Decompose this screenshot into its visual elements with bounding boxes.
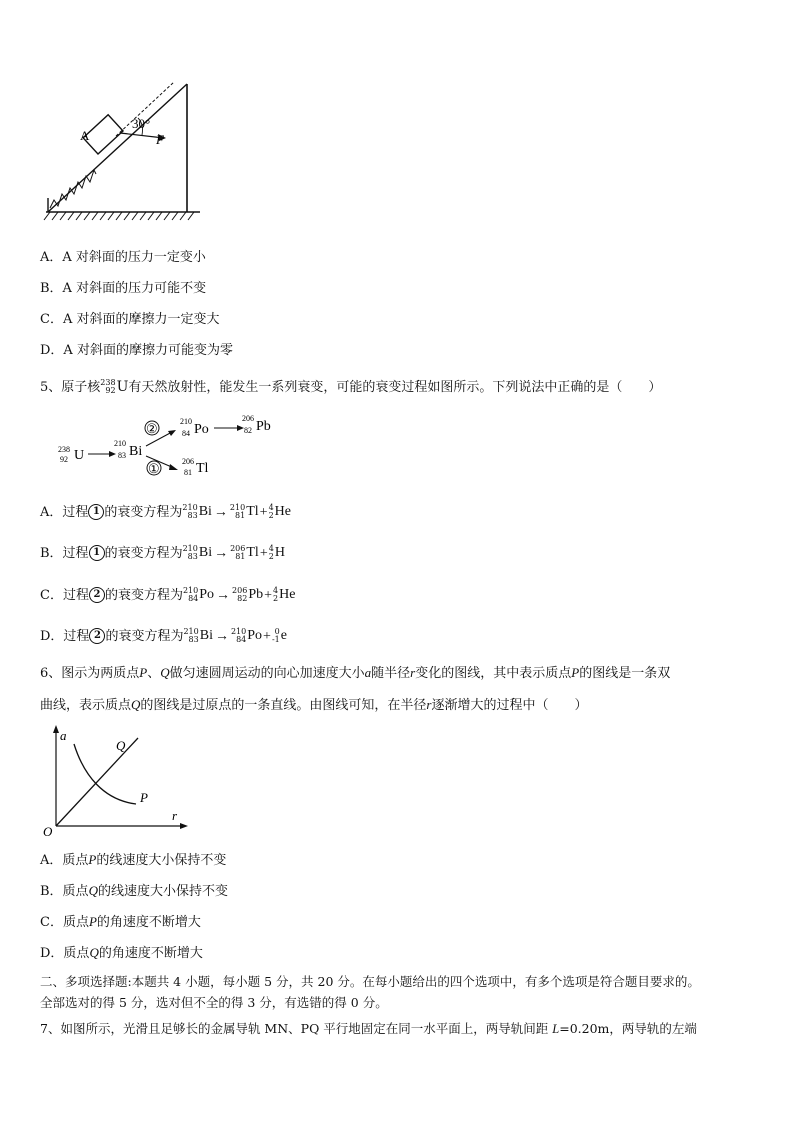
q7-stem: 7、如图所示，光滑且足够长的金属导轨 MN、PQ 平行地固定在同一水平面上，两导轨间距 L=0.20m，两导轨的左端 xyxy=(40,1021,697,1036)
nuclide: 210 83 Bi xyxy=(182,503,212,520)
var-q: Q xyxy=(131,697,141,712)
q-line-label: Q xyxy=(116,738,126,753)
q6-text: 曲线，表示质点 xyxy=(40,698,132,713)
x-axis-label: r xyxy=(172,808,178,823)
section-2-line1: 二、多项选择题:本题共 4 小题，每小题 5 分，共 20 分。在每小题给出的四个选项中，有多个选项是符合题目要求的。 xyxy=(40,974,700,989)
q6-text: 随半径 xyxy=(371,666,411,681)
diag-pb-mass: 206 xyxy=(242,414,254,423)
q6-text: 的图线是一条双 xyxy=(579,666,671,681)
nuclide: 210 81 Tl xyxy=(229,503,259,520)
diag-tl-mass: 206 xyxy=(182,457,194,466)
q6-text: 的图线是过原点的一条直线。由图线可知，在半径 xyxy=(140,698,427,713)
nuclide: 4 2 H xyxy=(268,544,285,561)
q6-text: 6、图示为两质点 xyxy=(40,666,140,681)
q6-stem-line2 xyxy=(40,696,588,715)
u-atomic: 92 xyxy=(105,386,116,395)
q6-option-d[interactable]: D．质点Q的角速度不断增大 xyxy=(40,945,203,961)
u-mass: 238 xyxy=(100,378,116,387)
var-r: r xyxy=(426,697,432,712)
q6-text: 、 xyxy=(147,666,161,681)
a-r-graph xyxy=(40,724,190,840)
diag-tl-symbol: Tl xyxy=(196,461,209,476)
q4-option-c[interactable]: C．A 对斜面的摩擦力一定变大 xyxy=(40,312,220,327)
q5-stem-prefix: 5、原子核 xyxy=(40,379,101,395)
force-label: F xyxy=(156,132,164,147)
var-q: Q xyxy=(160,665,170,680)
diag-u-atomic: 92 xyxy=(60,455,68,464)
var-l: L xyxy=(552,1022,560,1036)
q6-text: 变化的图线，其中表示质点 xyxy=(415,666,572,681)
nuclide: 210 83 Bi xyxy=(182,544,213,561)
path-1-label: ① xyxy=(148,461,160,476)
q6-option-a[interactable]: A．质点P的线速度大小保持不变 xyxy=(40,852,227,868)
nuclide: 206 81 Tl xyxy=(230,544,259,561)
diag-u-symbol: U xyxy=(74,448,85,463)
q5-option-d[interactable]: D．过程 2 的衰变方程为 210 83 Bi → 210 84 Po+ 0 -1 e xyxy=(40,627,287,644)
diag-u-mass: 238 xyxy=(58,445,70,454)
origin-label: O xyxy=(43,824,53,839)
q5-option-b[interactable]: B．过程 1 的衰变方程为 210 83 Bi → 206 81 Tl+ 4 2 H xyxy=(40,544,285,561)
q5-stem-suffix: 有天然放射性，能发生一系列衰变，可能的衰变过程如图所示。下列说法中正确的是（ ） xyxy=(128,379,662,395)
path-2-label: ② xyxy=(146,421,158,436)
q6-text: 做匀速圆周运动的向心加速度大小 xyxy=(169,666,365,681)
q5-option-c[interactable]: C．过程 2 的衰变方程为 210 84 Po → 206 82 Pb+ 4 2 He xyxy=(40,586,296,603)
var-r: r xyxy=(410,665,416,680)
diag-pb-symbol: Pb xyxy=(256,419,271,434)
q-line xyxy=(56,738,138,826)
nuclide: 0 -1 e xyxy=(271,627,287,644)
incline-figure xyxy=(40,78,210,228)
section-2-line2: 全部选对的得 5 分，选对但不全的得 3 分，有选错的得 0 分。 xyxy=(40,995,388,1010)
process-2-badge: 2 xyxy=(89,628,105,644)
diag-tl-atomic: 81 xyxy=(184,468,192,477)
var-p: P xyxy=(88,914,97,929)
q4-option-a[interactable]: A．A 对斜面的压力一定变小 xyxy=(40,250,206,265)
diag-pb-atomic: 82 xyxy=(244,426,252,435)
q6-option-b[interactable]: B．质点Q的线速度大小保持不变 xyxy=(40,883,228,899)
angle-label: 30° xyxy=(132,116,151,131)
block-label: A xyxy=(80,128,90,143)
nuclide: 210 84 Po xyxy=(230,627,263,644)
uranium-nuclide xyxy=(100,378,128,397)
q6-text: 逐渐增大的过程中（ ） xyxy=(431,698,588,713)
decay-diagram xyxy=(52,412,292,482)
q5-option-a[interactable]: A．过程 1 的衰变方程为 210 83 Bi → 210 81 Tl+ 4 2 He xyxy=(40,503,291,520)
diag-po-symbol: Po xyxy=(194,422,209,437)
diag-bi-symbol: Bi xyxy=(129,444,143,459)
process-1-badge: 1 xyxy=(88,504,104,520)
var-p: P xyxy=(139,665,148,680)
nuclide: 210 83 Bi xyxy=(183,627,213,644)
process-1-badge: 1 xyxy=(89,545,105,561)
var-p: P xyxy=(88,852,97,867)
q4-option-d[interactable]: D．A 对斜面的摩擦力可能变为零 xyxy=(40,343,233,358)
var-q: Q xyxy=(89,945,99,960)
var-p: P xyxy=(571,665,580,680)
q6-option-c[interactable]: C．质点P的角速度不断增大 xyxy=(40,914,201,930)
q4-option-b[interactable]: B．A 对斜面的压力可能不变 xyxy=(40,281,207,296)
diag-bi-atomic: 83 xyxy=(118,451,126,460)
nuclide: 206 82 Pb xyxy=(232,586,264,603)
diag-bi-mass: 210 xyxy=(114,439,126,448)
y-axis-label: a xyxy=(60,728,67,743)
diag-po-mass: 210 xyxy=(180,417,192,426)
q6-stem-line1 xyxy=(40,664,670,683)
p-curve-label: P xyxy=(140,790,148,805)
diag-po-atomic: 84 xyxy=(182,429,190,438)
u-symbol: U xyxy=(116,379,129,395)
var-a: a xyxy=(364,665,372,680)
process-2-badge: 2 xyxy=(89,587,105,603)
nuclide: 210 84 Po xyxy=(182,586,215,603)
nuclide: 4 2 He xyxy=(273,586,296,603)
nuclide: 4 2 He xyxy=(268,503,291,520)
var-q: Q xyxy=(88,883,98,898)
q5-stem xyxy=(40,378,661,397)
